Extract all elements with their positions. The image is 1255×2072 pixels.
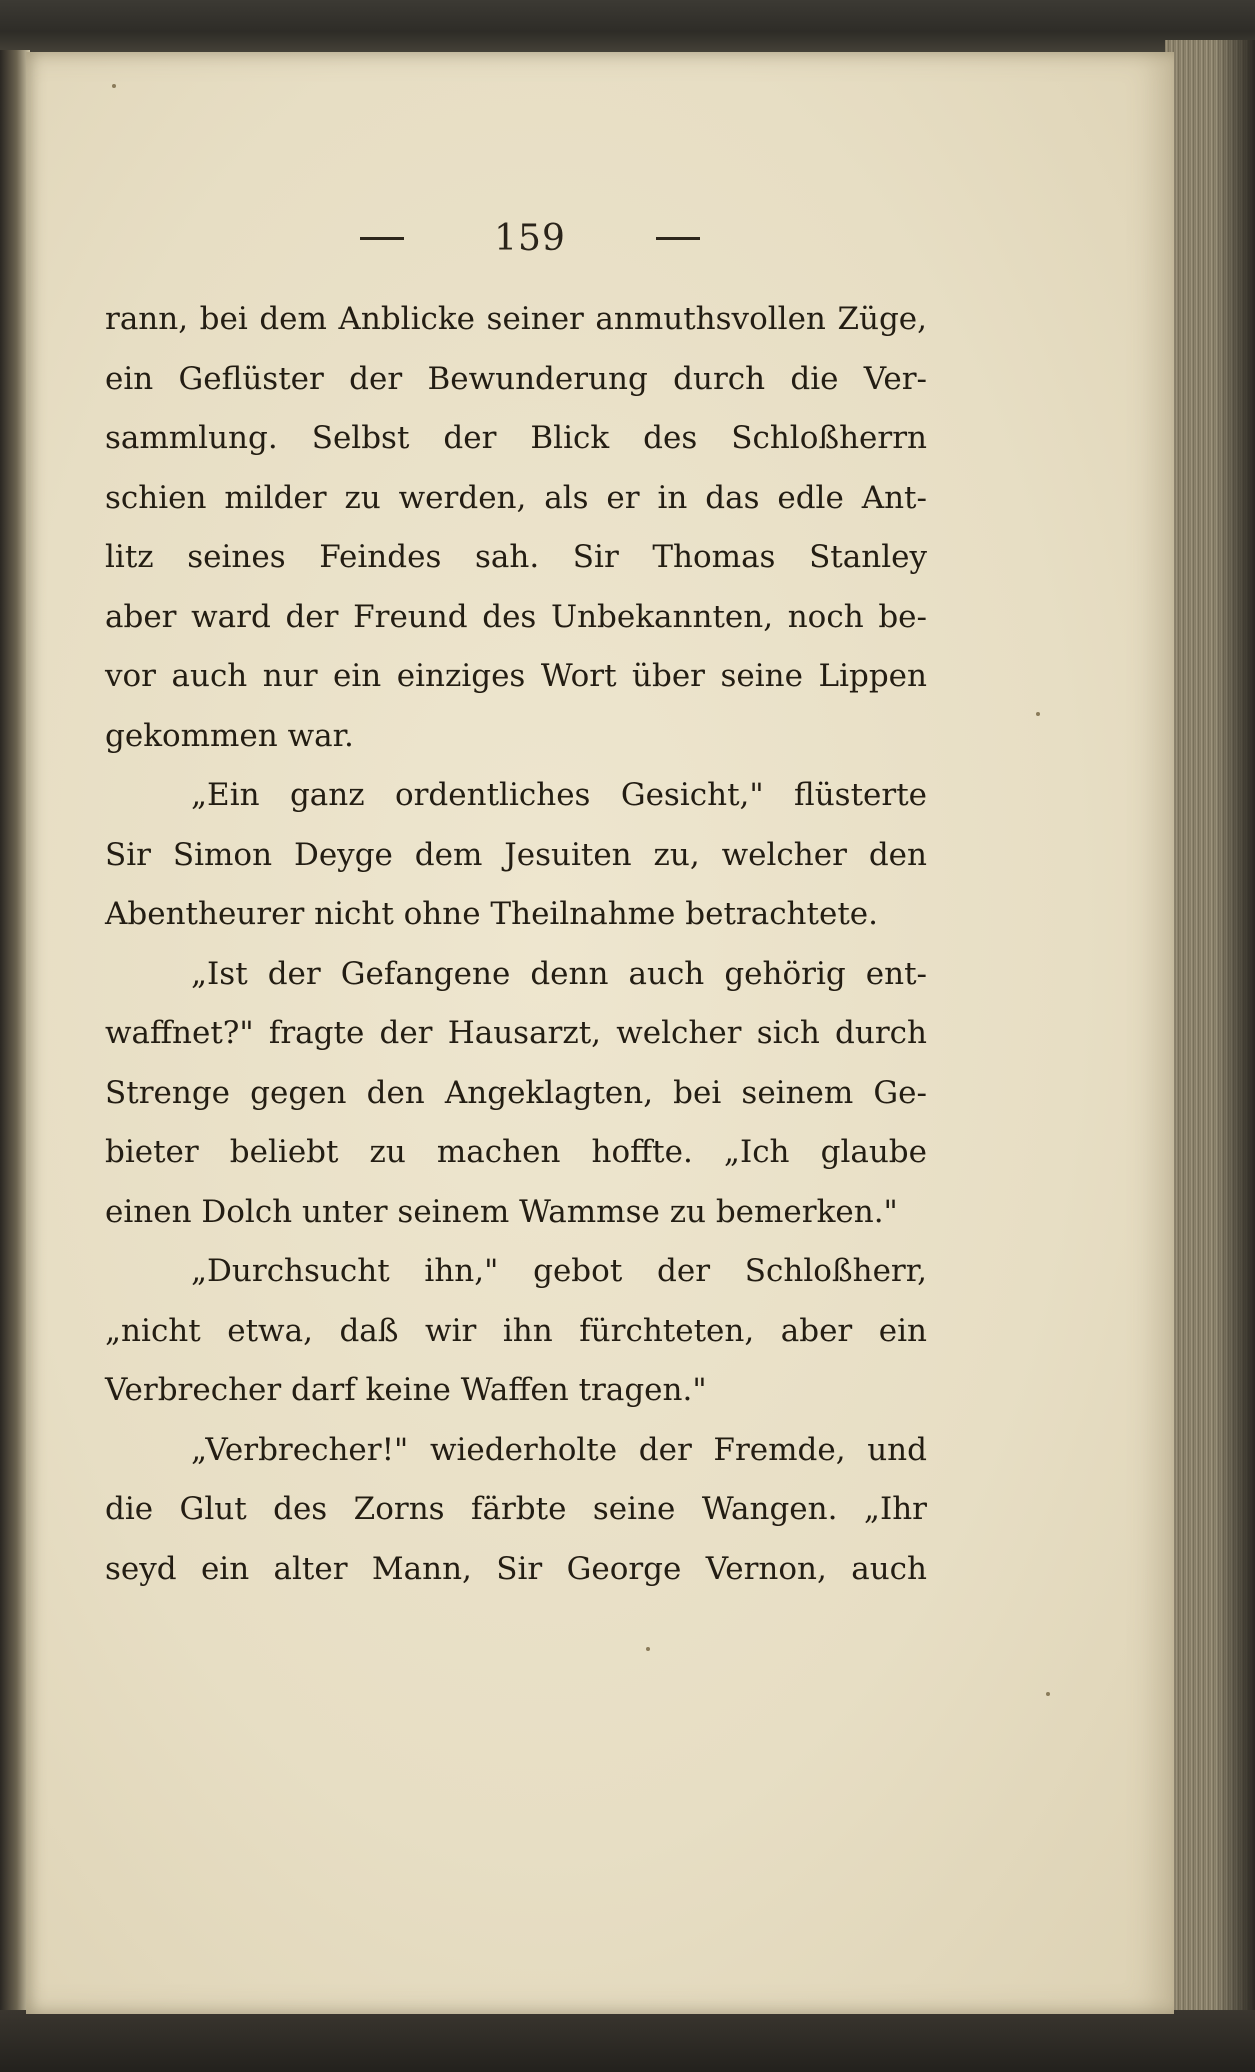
text-line: Verbrecher darf keine Waffen tragen." — [105, 1372, 707, 1408]
book-cover-top-edge — [0, 0, 1255, 58]
book-cover-bottom-edge — [0, 2010, 1255, 2072]
text-line: Strenge gegen den Angeklagten, bei seinem Ge- — [105, 1074, 927, 1111]
text-line: schien milder zu werden, als er in das edle Ant- — [105, 479, 927, 516]
text-line: „nicht etwa, daß wir ihn fürchteten, aber ein — [105, 1312, 927, 1349]
text-line: einen Dolch unter seinem Wammse zu bemerken." — [105, 1193, 898, 1230]
text-line: die Glut des Zorns färbte seine Wangen. „Ihr — [105, 1491, 927, 1527]
text-line: Sir Simon Deyge dem Jesuiten zu, welcher den — [105, 836, 927, 873]
text-line: „Ist der Gefangene denn auch gehörig ent- — [191, 955, 927, 992]
text-line: sammlung. Selbst der Blick des Schloßherrn — [105, 420, 927, 456]
page-header — [360, 208, 700, 268]
text-line: rann, bei dem Anblicke seiner anmuthsvollen Züge, — [105, 301, 927, 337]
paper-speck — [112, 84, 116, 88]
text-line: seyd ein alter Mann, Sir George Vernon, auch — [105, 1550, 927, 1587]
text-line: bieter beliebt zu machen hoffte. „Ich glaube — [105, 1134, 927, 1170]
header-dash-right — [656, 237, 700, 240]
text-line: waffnet?" fragte der Hausarzt, welcher sich durch — [105, 1015, 927, 1051]
header-dash-left — [360, 237, 404, 240]
page-stack-shadow — [1215, 40, 1255, 2030]
text-line: vor auch nur ein einziges Wort über seine Lippen — [105, 658, 927, 694]
body-text — [105, 290, 927, 1599]
text-line: gekommen war. — [105, 717, 354, 754]
paper-speck — [1036, 712, 1040, 716]
text-line: aber ward der Freund des Unbekannten, noch be- — [105, 598, 927, 635]
text-line: „Durchsucht ihn," gebot der Schloßherr, — [191, 1253, 927, 1289]
text-line: ein Geflüster der Bewunderung durch die Ver- — [105, 360, 927, 397]
page-number: 159 — [494, 217, 566, 259]
text-line: Abentheurer nicht ohne Theilnahme betrachtete. — [105, 896, 878, 932]
text-line: „Ein ganz ordentliches Gesicht," flüsterte — [191, 777, 927, 813]
text-line: litz seines Feindes sah. Sir Thomas Stanley — [105, 539, 927, 575]
paper-speck — [1046, 1692, 1050, 1696]
paper-speck — [646, 1647, 650, 1651]
text-line: „Verbrecher!" wiederholte der Fremde, und — [191, 1431, 927, 1468]
